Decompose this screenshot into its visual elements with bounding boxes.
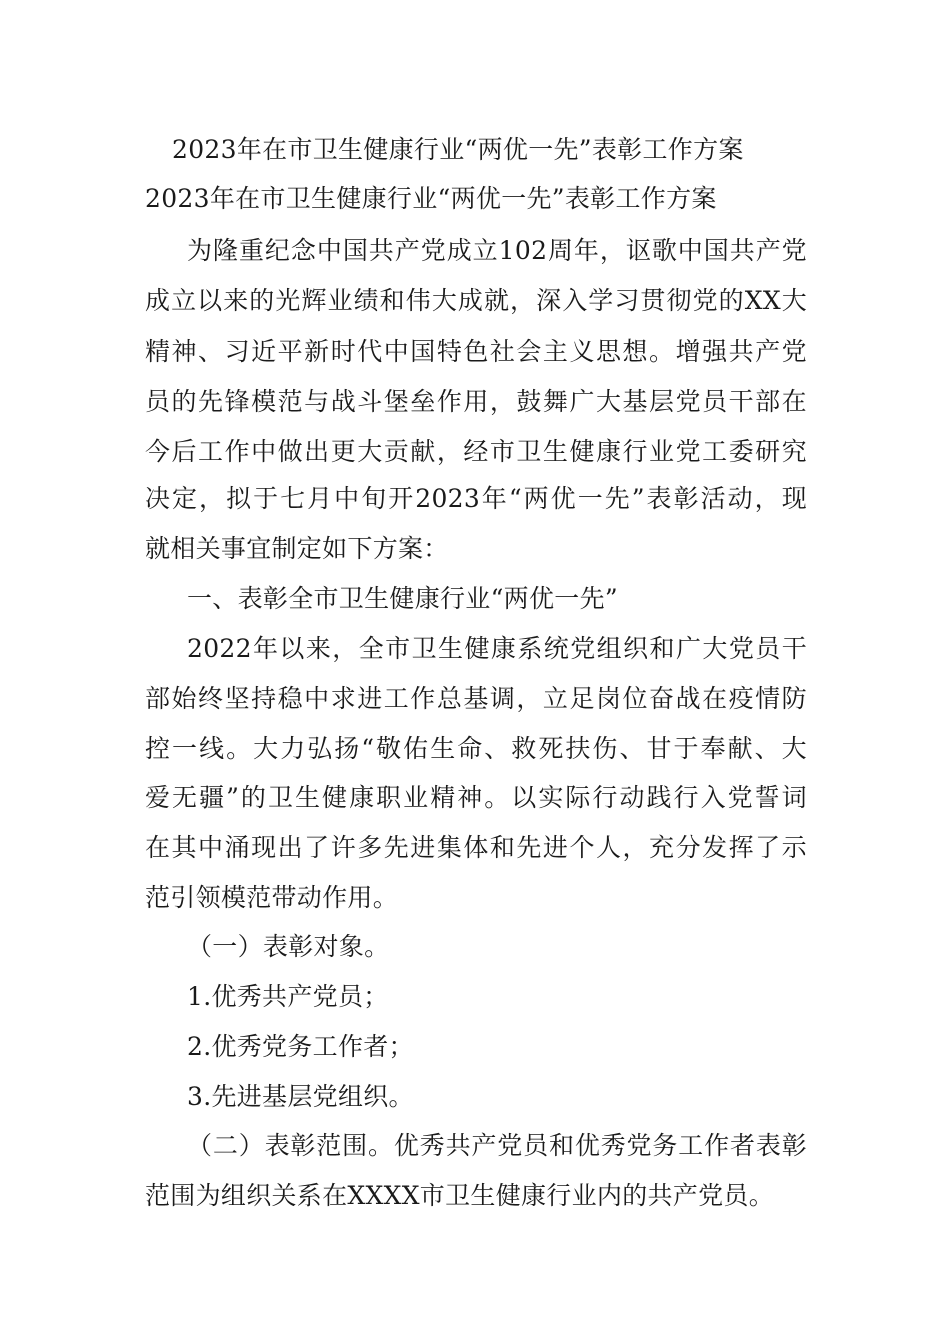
subsection-line: （二）表彰范围。优秀共产党员和优秀党务工作者表彰 — [187, 1131, 807, 1160]
intro-line: 就相关事宜制定如下方案： — [145, 534, 449, 563]
intro-line: 员的先锋模范与战斗堡垒作用，鼓舞广大基层党员干部在 — [145, 387, 807, 416]
section-heading: 一、表彰全市卫生健康行业“两优一先” — [187, 584, 618, 613]
intro-line: 成立以来的光辉业绩和伟大成就，深入学习贯彻党的XX大 — [145, 286, 807, 315]
list-item: 1.优秀共产党员； — [187, 982, 389, 1011]
section-line: 2022年以来，全市卫生健康系统党组织和广大党员干 — [187, 634, 807, 663]
section-line: 控一线。大力弘扬“敬佑生命、救死扶伤、甘于奉献、大 — [145, 734, 807, 763]
section-line: 在其中涌现出了许多先进集体和先进个人，充分发挥了示 — [145, 833, 807, 862]
section-line: 部始终坚持稳中求进工作总基调，立足岗位奋战在疫情防 — [145, 684, 807, 713]
subsection-heading: （一）表彰对象。 — [187, 932, 390, 961]
intro-line: 决定，拟于七月中旬开2023年“两优一先”表彰活动，现 — [145, 484, 807, 513]
intro-line: 精神、习近平新时代中国特色社会主义思想。增强共产党 — [145, 337, 807, 366]
list-item: 2.优秀党务工作者； — [187, 1032, 414, 1061]
subsection-line: 范围为组织关系在XXXX市卫生健康行业内的共产党员。 — [145, 1181, 774, 1210]
section-line: 范引领模范带动作用。 — [145, 883, 399, 912]
list-item: 3.先进基层党组织。 — [187, 1082, 414, 1111]
intro-line: 为隆重纪念中国共产党成立102周年，讴歌中国共产党 — [187, 236, 807, 265]
document-title-repeat: 2023年在市卫生健康行业“两优一先”表彰工作方案 — [145, 184, 717, 213]
document-title: 2023年在市卫生健康行业“两优一先”表彰工作方案 — [172, 135, 744, 164]
section-line: 爱无疆”的卫生健康职业精神。以实际行动践行入党誓词 — [145, 783, 807, 812]
intro-line: 今后工作中做出更大贡献，经市卫生健康行业党工委研究 — [145, 437, 807, 466]
